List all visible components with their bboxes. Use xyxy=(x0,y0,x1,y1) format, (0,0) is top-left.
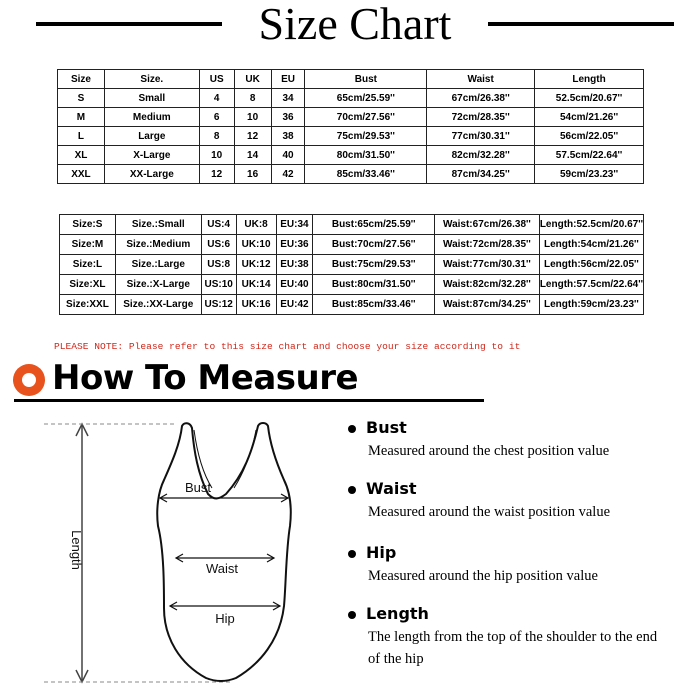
table-cell: 4 xyxy=(199,89,234,108)
table-cell: 77cm/30.31'' xyxy=(427,127,535,146)
column-header: US xyxy=(199,70,234,89)
table-cell: 8 xyxy=(199,127,234,146)
table-cell: Size:XXL xyxy=(60,295,116,315)
table-cell: 14 xyxy=(234,146,271,165)
table-cell: 82cm/32.28'' xyxy=(427,146,535,165)
table-cell: Size:XL xyxy=(60,275,116,295)
size-note: PLEASE NOTE: Please refer to this size chart and choose your size according to it xyxy=(54,341,521,352)
table-cell: Length:52.5cm/20.67'' xyxy=(539,215,643,235)
bust-label: Bust xyxy=(184,480,212,495)
table-cell: 80cm/31.50'' xyxy=(305,146,427,165)
table-cell: Waist:67cm/26.38'' xyxy=(434,215,539,235)
table-cell: Bust:80cm/31.50'' xyxy=(313,275,435,295)
table-cell: 87cm/34.25'' xyxy=(427,165,535,184)
measure-item-desc: Measured around the hip position value xyxy=(368,568,598,584)
table-cell: 52.5cm/20.67'' xyxy=(535,89,644,108)
table-cell: Size.:Small xyxy=(115,215,201,235)
table-cell: Waist:77cm/30.31'' xyxy=(434,255,539,275)
table-cell: Waist:87cm/34.25'' xyxy=(434,295,539,315)
measure-item-title: Length xyxy=(366,604,429,623)
heading-rule xyxy=(14,399,484,402)
title-rule-left xyxy=(36,22,222,26)
table-row xyxy=(58,146,644,165)
column-header: Bust xyxy=(305,70,427,89)
table-cell: S xyxy=(58,89,105,108)
table-cell: Size.:X-Large xyxy=(115,275,201,295)
table-cell: EU:34 xyxy=(276,215,313,235)
table-cell: US:4 xyxy=(201,215,236,235)
table-cell: 6 xyxy=(199,108,234,127)
table-cell: UK:10 xyxy=(236,235,276,255)
table-cell: 75cm/29.53'' xyxy=(305,127,427,146)
table-cell: Waist:72cm/28.35'' xyxy=(434,235,539,255)
table-cell: XX-Large xyxy=(104,165,199,184)
waist-label: Waist xyxy=(205,561,239,576)
title-rule-right xyxy=(488,22,674,26)
table-row xyxy=(58,89,644,108)
circle-icon xyxy=(13,364,45,396)
table-cell: 34 xyxy=(271,89,305,108)
table-cell: US:12 xyxy=(201,295,236,315)
hip-label: Hip xyxy=(215,611,235,626)
table-cell: 12 xyxy=(234,127,271,146)
table-cell: 59cm/23.23'' xyxy=(535,165,644,184)
table-cell: 57.5cm/22.64'' xyxy=(535,146,644,165)
measure-item-title: Waist xyxy=(366,479,417,498)
table-cell: Size.:XX-Large xyxy=(115,295,201,315)
table-cell: Size:L xyxy=(60,255,116,275)
table-row xyxy=(60,275,644,295)
table-cell: EU:40 xyxy=(276,275,313,295)
table-cell: 16 xyxy=(234,165,271,184)
table-cell: 38 xyxy=(271,127,305,146)
measure-item-desc: The length from the top of the shoulder to the end of the hip xyxy=(368,629,658,667)
table-row xyxy=(58,127,644,146)
table-cell: 67cm/26.38'' xyxy=(427,89,535,108)
table-row xyxy=(60,255,644,275)
table-cell: Length:56cm/22.05'' xyxy=(539,255,643,275)
table-row xyxy=(60,215,644,235)
page-title: Size Chart xyxy=(258,0,452,49)
table-cell: M xyxy=(58,108,105,127)
table-cell: Bust:75cm/29.53'' xyxy=(313,255,435,275)
table-cell: Bust:70cm/27.56'' xyxy=(313,235,435,255)
table-cell: UK:16 xyxy=(236,295,276,315)
table-cell: Size.:Medium xyxy=(115,235,201,255)
bullet-icon xyxy=(348,425,356,433)
table-cell: Large xyxy=(104,127,199,146)
table-cell: EU:42 xyxy=(276,295,313,315)
column-header: Size xyxy=(58,70,105,89)
table-cell: X-Large xyxy=(104,146,199,165)
table-cell: US:8 xyxy=(201,255,236,275)
column-header: Waist xyxy=(427,70,535,89)
table-cell: Bust:85cm/33.46'' xyxy=(313,295,435,315)
column-header: UK xyxy=(234,70,271,89)
measure-heading: How To Measure xyxy=(52,358,359,398)
swimsuit-outline xyxy=(157,423,291,681)
table-cell: XXL xyxy=(58,165,105,184)
table-cell: L xyxy=(58,127,105,146)
column-header: EU xyxy=(271,70,305,89)
table-cell: Waist:82cm/32.28'' xyxy=(434,275,539,295)
table-cell: Size:S xyxy=(60,215,116,235)
table-cell: UK:8 xyxy=(236,215,276,235)
bullet-icon xyxy=(348,550,356,558)
measure-item-desc: Measured around the chest position value xyxy=(368,443,610,459)
table-cell: 70cm/27.56'' xyxy=(305,108,427,127)
measure-item-title: Hip xyxy=(366,543,397,562)
table-cell: 85cm/33.46'' xyxy=(305,165,427,184)
table-cell: 54cm/21.26'' xyxy=(535,108,644,127)
column-header: Length xyxy=(535,70,644,89)
table-cell: US:10 xyxy=(201,275,236,295)
table-cell: Bust:65cm/25.59'' xyxy=(313,215,435,235)
table-cell: 10 xyxy=(199,146,234,165)
size-table xyxy=(57,69,644,184)
size-table-labeled xyxy=(59,214,644,315)
table-cell: EU:38 xyxy=(276,255,313,275)
table-cell: 65cm/25.59'' xyxy=(305,89,427,108)
table-cell: 36 xyxy=(271,108,305,127)
measure-item-desc: Measured around the waist position value xyxy=(368,504,611,520)
table-cell: 12 xyxy=(199,165,234,184)
table-cell: UK:14 xyxy=(236,275,276,295)
table-cell: Size.:Large xyxy=(115,255,201,275)
swimsuit-diagram xyxy=(30,410,320,695)
table-cell: 8 xyxy=(234,89,271,108)
table-row xyxy=(58,108,644,127)
bullet-icon xyxy=(348,611,356,619)
table-row xyxy=(58,165,644,184)
table-header-row xyxy=(58,70,644,89)
table-cell: EU:36 xyxy=(276,235,313,255)
table-cell: 40 xyxy=(271,146,305,165)
table-cell: 10 xyxy=(234,108,271,127)
table-cell: Length:54cm/21.26'' xyxy=(539,235,643,255)
table-cell: XL xyxy=(58,146,105,165)
table-cell: US:6 xyxy=(201,235,236,255)
table-row xyxy=(60,295,644,315)
table-row xyxy=(60,235,644,255)
table-cell: Length:59cm/23.23'' xyxy=(539,295,643,315)
table-cell: Small xyxy=(104,89,199,108)
table-cell: Length:57.5cm/22.64'' xyxy=(539,275,643,295)
table-cell: 56cm/22.05'' xyxy=(535,127,644,146)
table-cell: 72cm/28.35'' xyxy=(427,108,535,127)
measure-item-title: Bust xyxy=(366,418,407,437)
table-cell: Medium xyxy=(104,108,199,127)
column-header: Size. xyxy=(104,70,199,89)
bullet-icon xyxy=(348,486,356,494)
table-cell: 42 xyxy=(271,165,305,184)
table-cell: UK:12 xyxy=(236,255,276,275)
table-cell: Size:M xyxy=(60,235,116,255)
length-label: Length xyxy=(69,530,84,570)
